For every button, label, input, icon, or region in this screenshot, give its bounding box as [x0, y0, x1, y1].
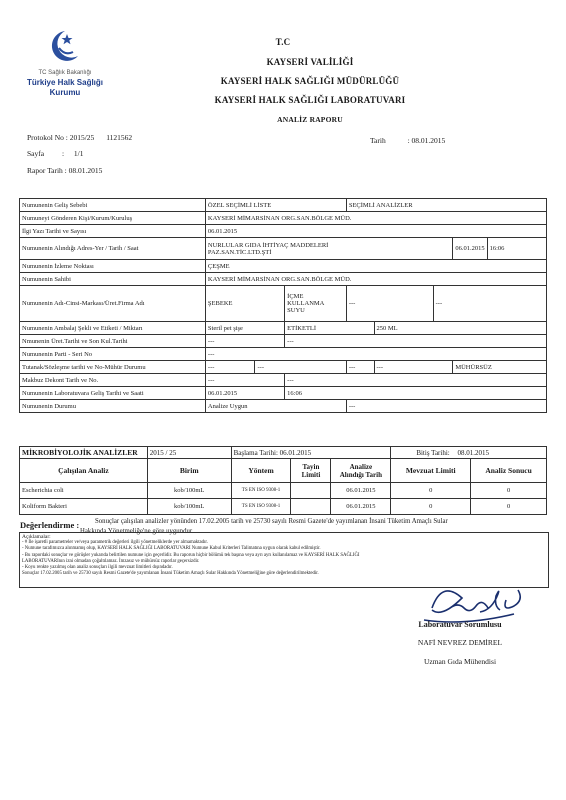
table-row	[20, 322, 547, 335]
table-row	[20, 286, 547, 322]
header-line: Analize	[349, 462, 373, 471]
regulation-limit: 0	[391, 499, 471, 515]
crescent-star-logo-icon	[45, 26, 85, 66]
row-label: Numunenin Sahibi	[20, 273, 206, 286]
rapor-label: Rapor Tarih	[27, 166, 63, 175]
rapor-row	[27, 166, 102, 175]
row-label: Numunenin Parti - Seri No	[20, 348, 206, 361]
table-row	[20, 348, 547, 361]
table-row	[20, 374, 547, 387]
analysis-name: Koliform Bakteri	[20, 499, 148, 515]
note-line: - Koyu renkte yazılmış olan analiz sonuçları ilgili mevzuat limitleri dışındadır.	[22, 565, 173, 571]
info-line: KULLANMA	[287, 300, 325, 307]
analysis-unit: kob/100mL	[147, 483, 231, 499]
info-value: 06.01.2015	[205, 225, 546, 238]
info-value: ---	[205, 335, 284, 348]
analysis-limit	[291, 483, 331, 499]
header-mudurluk: KAYSERİ HALK SAĞLIĞI MÜDÜRLÜĞÜ	[220, 76, 400, 86]
logo-line2: Türkiye Halk Sağlığı	[26, 78, 104, 87]
info-value	[205, 238, 452, 260]
info-value: ---	[285, 335, 547, 348]
col-header: Analiz Sonucu	[471, 459, 547, 483]
info-value: Steril pet şişe	[205, 322, 284, 335]
table-row	[20, 361, 547, 374]
info-line: SUYU	[287, 307, 305, 314]
table-row	[20, 273, 547, 286]
table-row	[20, 225, 547, 238]
analysis-result: 0	[471, 483, 547, 499]
address-line1: NURLULAR GIDA İHTİYAÇ MADDELERİ	[207, 241, 329, 249]
note-line: LABORATUVARInın izni olmadan çoğaltılamaz. İmzasız ve mühürsüz raporlar geçersizdir.	[22, 558, 200, 564]
table-row	[20, 499, 547, 515]
info-value: 16:06	[487, 238, 546, 260]
table-row	[20, 260, 547, 273]
sample-info-table	[19, 198, 547, 413]
header-lab: KAYSERİ HALK SAĞLIĞI LABORATUVARI	[214, 95, 406, 105]
col-header: Çalışılan Analiz	[20, 459, 148, 483]
col-header: Birim	[147, 459, 231, 483]
info-value: ---	[433, 286, 546, 322]
tarih-value: : 08.01.2015	[407, 136, 446, 145]
info-value: Analize Uygun	[205, 400, 346, 413]
note-line: - Bu rapordaki sonuçlar ve görüşler yukarıda belirtilen numune için geçerlidir. Bu raporun hiçbir bölümü tek başına veya ayrı ayrı kullanılamaz ve KAYSERİ HALK SAĞLIĞI	[22, 552, 360, 558]
protokol-number: 1121562	[106, 133, 133, 142]
note-line: Sonuçlar 17.02.2005 tarih ve 25730 sayılı Resmi Gazete'de yayımlanan İnsani Tüketim Amaçlı Sular Hakkında Yönetmeliğine göre değerlendirilmektedir.	[22, 571, 319, 577]
analysis-result: 0	[471, 499, 547, 515]
info-value: ETİKETLİ	[285, 322, 374, 335]
info-value: 250 ML	[374, 322, 547, 335]
analysis-method: TS EN ISO 9308-1	[231, 483, 291, 499]
evaluation-line2: Hakkında Yönetmeliğe'ne göre uygundur.	[80, 528, 194, 535]
col-header	[331, 459, 391, 483]
rapor-value: : 08.01.2015	[64, 166, 103, 175]
analysis-limit	[291, 499, 331, 515]
info-value	[285, 286, 347, 322]
note-line: - Numune tarafımızca alınmamış olup, KAYSERİ HALK SAĞLIĞI LABORATUVARI Numune Kabul Kriterleri Talimatına uygun olarak kabul edilmiştir.	[22, 546, 321, 552]
info-value: 06.01.2015	[453, 238, 487, 260]
table-row	[20, 387, 547, 400]
info-value: ---	[285, 374, 547, 387]
col-header: Mevzuat Limiti	[391, 459, 471, 483]
analysis-date: 06.01.2015	[331, 483, 391, 499]
micro-end-date	[391, 447, 547, 459]
regulation-limit: 0	[391, 483, 471, 499]
row-label: Tutanak/Sözleşme tarihi ve No-Mühür Durumu	[20, 361, 206, 374]
tarih-label: Tarih	[370, 136, 386, 145]
table-header-row	[20, 459, 547, 483]
row-label: Numunenin İzleme Noktası	[20, 260, 206, 273]
seal-status: MÜHÜRSÜZ	[453, 361, 547, 374]
logo-line1: TC Sağlık Bakanlığı	[38, 70, 92, 76]
row-label: Nmunenin Üret.Tarihi ve Son Kul.Tarihi	[20, 335, 206, 348]
row-label: Numunenin Geliş Sebebi	[20, 199, 206, 212]
header-line: Tayin	[302, 462, 320, 471]
end-label: Bitiş Tarihi:	[416, 448, 450, 457]
protokol-label: Protokol No	[27, 133, 64, 142]
analysis-unit: kob/100mL	[147, 499, 231, 515]
micro-protocol: 2015 / 25	[147, 447, 231, 459]
row-label: Numuneyi Gönderen Kişi/Kurum/Kuruluş	[20, 212, 206, 225]
info-value: ---	[205, 361, 255, 374]
address-line2: PAZ.SAN.TİC.LTD.ŞTİ	[207, 248, 272, 256]
header-line: Limiti	[301, 470, 321, 479]
header-tc: T.C	[275, 37, 291, 47]
info-line: İÇME	[287, 293, 304, 300]
analysis-method: TS EN ISO 9308-1	[231, 499, 291, 515]
col-header: Yöntem	[231, 459, 291, 483]
table-row	[20, 199, 547, 212]
info-value: ÇEŞME	[205, 260, 546, 273]
table-row	[20, 335, 547, 348]
signature-role: Laboratuvar Sorumlusu	[418, 620, 502, 629]
header-valilik: KAYSERİ VALİLİĞİ	[266, 57, 354, 67]
protokol-row	[27, 133, 132, 142]
info-value: 16:06	[285, 387, 547, 400]
info-value: ÖZEL SEÇİMLİ LİSTE	[205, 199, 346, 212]
tarih-row	[370, 136, 445, 145]
micro-start-date: Başlama Tarihi: 06.01.2015	[231, 447, 391, 459]
analysis-date: 06.01.2015	[331, 499, 391, 515]
analysis-name: Escherichia coli	[20, 483, 148, 499]
sayfa-row	[27, 149, 84, 158]
header-report: ANALİZ RAPORU	[277, 115, 343, 124]
info-value: SEÇİMLİ ANALİZLER	[346, 199, 546, 212]
notes-title: Açıklamalar:	[22, 534, 51, 540]
table-row	[20, 400, 547, 413]
protokol-value: : 2015/25	[65, 133, 95, 142]
col-header	[291, 459, 331, 483]
info-value: ---	[205, 348, 546, 361]
end-value: 08.01.2015	[457, 448, 489, 457]
logo-line3: Kurumu	[49, 88, 81, 97]
info-value: KAYSERİ MİMARSİNAN ORG.SAN.BÖLGE MÜD.	[205, 212, 546, 225]
info-value: 06.01.2015	[205, 387, 284, 400]
table-row	[20, 238, 547, 260]
info-value: ŞEBEKE	[205, 286, 284, 322]
micro-analysis-table	[19, 446, 547, 515]
evaluation-line1: Sonuçlar çalışılan analizler yönünden 17.02.2005 tarih ve 25730 sayılı Resmi Gazete'de yayımlanan İnsani Tüketim Amaçlı Sular	[95, 518, 448, 525]
row-label: Makbuz Dekont Tarih ve No.	[20, 374, 206, 387]
info-value: ---	[255, 361, 346, 374]
evaluation-label: Değerlendirme :	[20, 520, 80, 530]
info-value: ---	[346, 286, 433, 322]
row-label: Numunenin Durumu	[20, 400, 206, 413]
row-label: Numunenin Ambalaj Şekli ve Etiketi / Miktarı	[20, 322, 206, 335]
table-row	[20, 212, 547, 225]
info-value: ---	[205, 374, 284, 387]
row-label: Numunenin Adı-Cinsi-Markası/Üret.Firma Adı	[20, 286, 206, 322]
logo	[20, 26, 110, 106]
info-value: ---	[374, 361, 453, 374]
signature-name: NAFİ NEVREZ DEMİREL	[417, 638, 503, 647]
signature-title: Uzman Gıda Mühendisi	[423, 657, 497, 666]
row-label: Numunenin Alındığı Adres-Yer / Tarih / Saat	[20, 238, 206, 260]
note-line: - # İle işaretli parametreler ve/veya parametrik değerleri ilgili yönetmeliklerde yer almamaktadır.	[22, 540, 208, 546]
sayfa-label: Sayfa	[27, 149, 45, 158]
info-value: ---	[346, 361, 374, 374]
row-label: Numunenin Laboratuvara Geliş Tarihi ve Saati	[20, 387, 206, 400]
table-row	[20, 447, 547, 459]
sayfa-value: 1/1	[73, 149, 84, 158]
info-value: KAYSERİ MİMARSİNAN ORG.SAN.BÖLGE MÜD.	[205, 273, 546, 286]
micro-title: MİKROBİYOLOJİK ANALİZLER	[20, 447, 148, 459]
row-label: İlgi Yazı Tarihi ve Sayısı	[20, 225, 206, 238]
sayfa-colon: :	[61, 149, 65, 158]
info-value: ---	[346, 400, 546, 413]
header-line: Alındığı Tarih	[339, 470, 382, 479]
table-row	[20, 483, 547, 499]
